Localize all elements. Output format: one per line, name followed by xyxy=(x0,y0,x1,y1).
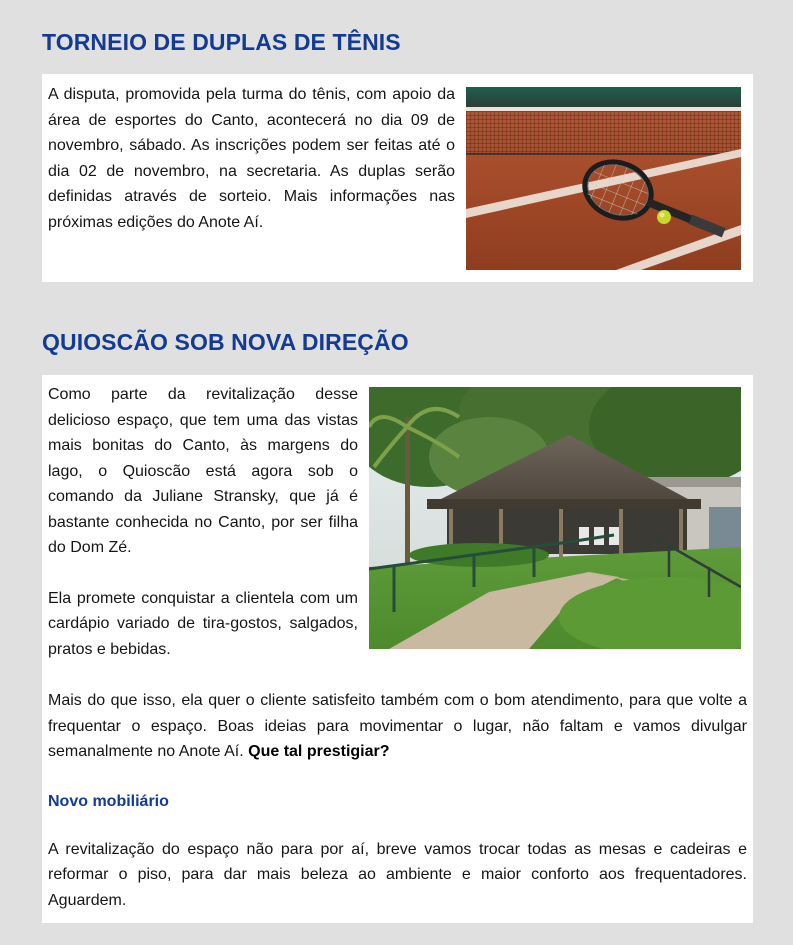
kiosk-paragraph-3 xyxy=(48,688,747,765)
kiosk-paragraph-2: Ela promete conquistar a clientela com um cardápio variado de tira-gostos, salgados, pratos e bebidas. xyxy=(48,589,358,658)
kiosk-emphasis: Que tal prestigiar? xyxy=(248,743,390,760)
tennis-article-body: A disputa, promovida pela turma do tênis, com apoio da área de esportes do Canto, acontecerá no dia 09 de novembro, sábado. As inscrições podem ser feitas até o dia 02 de novembro, na secretaria. As duplas serão definidas através de sorteio. Mais informações nas próximas edições do Anote Aí. xyxy=(48,86,455,231)
kiosk-article-title: QUIOSCÃO SOB NOVA DIREÇÃO xyxy=(42,329,409,355)
kiosk-article-panel xyxy=(42,375,753,923)
tennis-racket-photo-icon xyxy=(466,87,741,270)
tennis-article-title: TORNEIO DE DUPLAS DE TÊNIS xyxy=(42,29,401,55)
kiosk-paragraph-4: A revitalização do espaço não para por aí, breve vamos trocar todas as mesas e cadeiras e reformar o piso, para dar mais beleza ao ambiente e maior conforto aos frequentadores. Aguardem. xyxy=(48,840,747,909)
tennis-article-panel xyxy=(42,74,753,282)
kiosk-paragraph-1: Como parte da revitalização desse delicioso espaço, que tem uma das vistas mais bonitas do Canto, às margens do lago, o Quioscão está agora sob o comando da Juliane Stransky, que já é bastante conhecida no Canto, por ser filha do Dom Zé. xyxy=(48,386,358,556)
kiosk-photo-icon xyxy=(369,387,741,649)
new-furniture-subheading: Novo mobiliário xyxy=(48,792,169,810)
kiosk-paragraph-3-text: Mais do que isso, ela quer o cliente satisfeito também com o bom atendimento, para que volte a frequentar o espaço. Boas ideias para movimentar o lugar, não faltam e vamos divulgar semanalmente no Anote Aí. xyxy=(48,692,747,760)
